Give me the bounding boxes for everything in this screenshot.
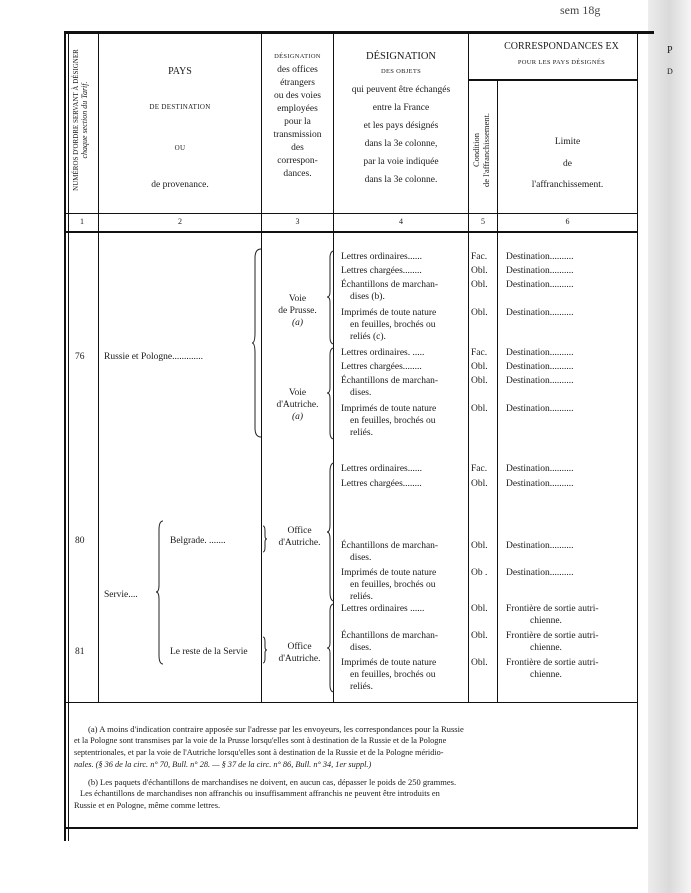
col4-title: DÉSIGNATION: [366, 51, 436, 62]
footnote-b-line2: Les échantillons de marchandises non affranchis ou insuffisamment affranchis ne peuvent être introduits en: [80, 789, 440, 798]
section81-number: 81: [75, 647, 85, 657]
section81-row-2-object: Échantillons de marchan-: [341, 631, 439, 641]
prusse-row-2-limit: Destination..........: [506, 266, 574, 276]
col6-group-subtitle: POUR LES PAYS DÉSIGNÉS: [517, 59, 606, 66]
col5-line2: de l'affranchissement.: [480, 112, 491, 188]
footnote-b-line3: Russie et en Pologne, même comme lettres.: [74, 801, 221, 810]
table-bottom-rule: [64, 827, 638, 829]
col3-header: [262, 54, 333, 181]
via-prusse-line2: de Prusse.: [278, 306, 317, 316]
belgrade-label: Belgrade. .......: [170, 536, 226, 546]
prusse-row-3-object: Échantillons de marchan-: [341, 280, 439, 290]
prusse-row-1-limit: Destination..........: [506, 252, 574, 262]
section80-number: 80: [75, 536, 85, 546]
section80-row-4-object-cont1: en feuilles, brochés ou: [350, 580, 436, 590]
autriche-row-4-limit: Destination..........: [506, 404, 574, 414]
via-autriche-line1: Voie: [288, 388, 307, 398]
via-autriche-line3: (a): [291, 412, 304, 422]
col-rule-5: [497, 80, 498, 703]
prusse-row-2-object: Lettres chargées........: [341, 266, 422, 276]
section80-office-line2: d'Autriche.: [278, 538, 321, 548]
col3-line9: correspon-: [277, 155, 318, 166]
prusse-row-4-object-cont1: en feuilles, brochés ou: [350, 320, 436, 330]
col-number-1: 1: [80, 217, 84, 226]
section76-number: 76: [75, 352, 85, 362]
section81-row-3-condition: Obl.: [471, 658, 488, 668]
table-left-rule-inner: [68, 31, 69, 841]
section81-row-3-object-cont2: reliés.: [350, 682, 373, 692]
col2-destination: DE DESTINATION: [149, 103, 211, 111]
col4-header: [334, 52, 468, 189]
col3-line2: des offices: [277, 64, 318, 75]
section81-row-3-limit-cont: chienne.: [530, 670, 562, 680]
section80-row-4-object: Imprimés de toute nature: [341, 568, 437, 578]
section80-row-2-object: Lettres chargées........: [341, 479, 422, 489]
col-number-3: 3: [295, 217, 300, 226]
autriche-brace: [327, 347, 335, 440]
section81-row-2-limit-cont: chienne.: [530, 643, 562, 653]
autriche-row-4-object-cont1: en feuilles, brochés ou: [350, 416, 436, 426]
reste-servie-label: Le reste de la Servie: [170, 647, 248, 657]
prusse-row-1-object: Lettres ordinaires......: [341, 252, 422, 262]
edge-fragment-p: P: [667, 45, 673, 56]
section81-row-1-object: Lettres ordinaires ......: [341, 604, 425, 614]
section81-row-1-limit-cont: chienne.: [530, 616, 562, 626]
col-number-4: 4: [399, 217, 403, 226]
autriche-row-4-object-cont2: reliés.: [350, 428, 373, 438]
section80-row-3-object: Échantillons de marchan-: [341, 541, 439, 551]
col3-line5: employées: [277, 103, 318, 114]
prusse-row-3-condition: Obl.: [471, 280, 488, 290]
section80-row-1-condition: Fac.: [471, 464, 488, 474]
prusse-row-1-condition: Fac.: [471, 252, 488, 262]
section80-row-4-object-cont2: reliés.: [350, 592, 373, 602]
section81-row-2-object-cont: dises.: [350, 643, 372, 653]
autriche-row-1-object: Lettres ordinaires. .....: [341, 348, 425, 358]
section81-row-2-condition: Obl.: [471, 631, 488, 641]
section80-office-line1: Office: [287, 526, 312, 536]
prusse-row-2-condition: Obl.: [471, 266, 488, 276]
section80-row-3-limit: Destination..........: [506, 541, 574, 551]
servie-country: Servie....: [104, 590, 138, 600]
section80-objects-brace: [327, 462, 335, 602]
section76-country: Russie et Pologne.............: [104, 352, 203, 362]
section80-row-2-condition: Obl.: [471, 479, 488, 489]
autriche-row-3-object-cont: dises.: [350, 388, 372, 398]
section81-row-2-limit: Frontière de sortie autri-: [506, 631, 599, 641]
col-number-5: 5: [481, 217, 485, 226]
col6-limite: Limite: [554, 137, 581, 147]
prusse-brace: [327, 250, 335, 345]
body-bottom-rule: [66, 702, 637, 703]
page-top-fragment: sem 18g: [560, 3, 601, 17]
autriche-row-4-condition: Obl.: [471, 404, 488, 414]
col2-ou: OU: [174, 144, 186, 152]
autriche-row-1-condition: Fac.: [471, 348, 488, 358]
col-number-2: 2: [178, 217, 182, 226]
col3-line3: étrangers: [280, 77, 315, 88]
section81-row-3-object: Imprimés de toute nature: [341, 658, 437, 668]
autriche-row-3-condition: Obl.: [471, 376, 488, 386]
footnote-b-line1: (b) Les paquets d'échantillons de marchandises ne doivent, en aucun cas, dépasser le poids de 250 grammes.: [88, 777, 457, 787]
prusse-row-4-object: Imprimés de toute nature: [341, 308, 437, 318]
autriche-row-3-limit: Destination..........: [506, 376, 574, 386]
edge-fragment-d: D: [667, 67, 673, 76]
col4-subtitle: DES OBJETS: [380, 67, 422, 75]
autriche-row-2-limit: Destination..........: [506, 362, 574, 372]
col4-line3: qui peuvent être échangés: [351, 85, 451, 95]
col4-line6: dans la 3e colonne,: [364, 139, 438, 149]
section81-row-3-object-cont1: en feuilles, brochés ou: [350, 670, 436, 680]
col3-line10: dances.: [283, 168, 312, 179]
col3-line6: pour la: [284, 116, 311, 127]
table-left-rule-outer: [64, 31, 66, 841]
header-bottom-rule: [66, 213, 637, 214]
col-rule-4: [468, 33, 469, 703]
section80-row-3-condition: Obl.: [471, 541, 488, 551]
numbers-bottom-rule: [66, 231, 637, 233]
col3-line8: des: [291, 142, 304, 153]
via-prusse-line3: (a): [291, 318, 304, 328]
col6-affranchissement: l'affranchissement.: [531, 180, 604, 190]
footnote-a-line2: et la Pologne sont transmises par la voie de la Prusse lorsqu'elles sont à destination de la Russie et de la Pologne: [74, 736, 447, 745]
col2-pays: PAYS: [168, 66, 192, 77]
section81-objects-brace: [327, 603, 335, 693]
prusse-row-3-object-cont: dises (b).: [350, 292, 385, 302]
prusse-row-4-object-cont2: reliés (c).: [350, 332, 386, 342]
autriche-row-2-object: Lettres chargées........: [341, 362, 422, 372]
via-autriche: [262, 387, 333, 423]
autriche-row-2-condition: Obl.: [471, 362, 488, 372]
col5-header: [472, 95, 492, 205]
col4-line5: et les pays désignés: [363, 121, 439, 131]
col2-provenance: de provenance.: [151, 180, 209, 190]
section80-row-3-object-cont: dises.: [350, 553, 372, 563]
prusse-row-4-limit: Destination..........: [506, 308, 574, 318]
page-edge-shadow: [648, 0, 691, 893]
section81-row-3-limit: Frontière de sortie autri-: [506, 658, 599, 668]
prusse-row-4-condition: Obl.: [471, 308, 488, 318]
col4-line4: entre la France: [372, 103, 430, 113]
col6-de: de: [563, 159, 572, 169]
section80-row-4-limit: Destination..........: [506, 568, 574, 578]
group-rule: [468, 79, 637, 81]
col6-group-title: CORRESPONDANCES EX: [504, 41, 619, 52]
table-right-rule: [637, 31, 638, 829]
footnote-a-line1: (a) A moins d'indication contraire apposée sur l'adresse par les envoyeurs, les correspondances pour la Russie: [88, 724, 464, 734]
section81-office-line1: Office: [287, 642, 312, 652]
via-prusse-line1: Voie: [288, 294, 307, 304]
section80-office: [266, 525, 333, 549]
section81-row-1-limit: Frontière de sortie autri-: [506, 604, 599, 614]
servie-brace: [156, 520, 164, 665]
table-top-rule: [64, 31, 654, 34]
via-autriche-line2: d'Autriche.: [276, 400, 319, 410]
col1-header-line2: chaque section du Tarif.: [80, 81, 90, 159]
col4-line7: par la voie indiquée: [363, 157, 439, 167]
col1-header-line1: NUMÉROS D'ORDRE SERVANT À DÉSIGNER: [72, 49, 80, 191]
section80-row-2-limit: Destination..........: [506, 479, 574, 489]
col4-line8: dans la 3e colonne.: [364, 175, 438, 185]
via-prusse: [262, 293, 333, 329]
col1-header: [72, 35, 89, 205]
col-rule-1: [98, 33, 99, 703]
prusse-row-3-limit: Destination..........: [506, 280, 574, 290]
autriche-row-4-object: Imprimés de toute nature: [341, 404, 437, 414]
section81-office-line2: d'Autriche.: [278, 654, 321, 664]
section81-office: [266, 641, 333, 665]
autriche-row-1-limit: Destination..........: [506, 348, 574, 358]
col5-line1: Condition: [471, 133, 481, 168]
section80-row-1-object: Lettres ordinaires......: [341, 464, 422, 474]
section76-brace: [252, 248, 262, 438]
section81-row-1-condition: Obl.: [471, 604, 488, 614]
col3-line1: DÉSIGNATION: [274, 53, 321, 60]
footnote-a-line3: septentrionales, et par la voie de l'Autriche lorsqu'elles sont à destination de la Russie et de la Pologne méridio-: [74, 748, 444, 757]
section80-row-4-condition: Ob .: [471, 568, 488, 578]
footnote-a-line4: nales. (§ 36 de la circ. n° 70, Bull. n° 28. — § 37 de la circ. n° 86, Bull. n° 34, 1er suppl.): [74, 760, 372, 769]
col-number-6: 6: [565, 217, 570, 226]
section80-row-1-limit: Destination..........: [506, 464, 574, 474]
autriche-row-3-object: Échantillons de marchan-: [341, 376, 439, 386]
col3-line4: ou des voies: [274, 90, 321, 101]
col3-line7: transmission: [273, 129, 322, 140]
